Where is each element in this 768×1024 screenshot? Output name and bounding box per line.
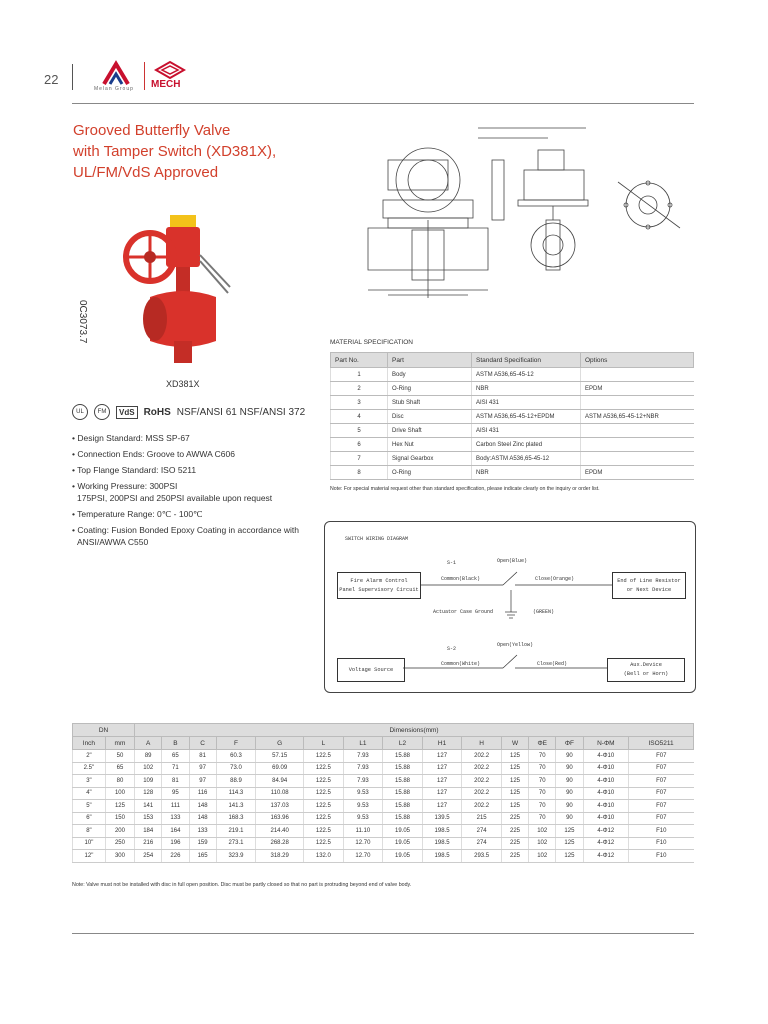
- table-cell: 141: [135, 800, 162, 813]
- table-cell: 163.96: [256, 812, 304, 825]
- table-cell: F07: [629, 787, 694, 800]
- spec-item: • Connection Ends: Groove to AWWA C606: [72, 449, 235, 459]
- column-header: mm: [105, 737, 134, 750]
- table-cell: 15.88: [383, 775, 423, 788]
- table-cell: 6: [331, 438, 388, 452]
- top-rule: [72, 103, 694, 104]
- table-cell: 250: [105, 837, 134, 850]
- close-red-label: Close(Red): [537, 661, 568, 667]
- open-yellow-label: Open(Yellow): [497, 642, 534, 648]
- table-cell: 70: [529, 750, 556, 763]
- table-cell: 90: [556, 800, 583, 813]
- end-of-line-box: [612, 572, 686, 599]
- column-header: Part: [388, 353, 472, 368]
- table-row: [73, 787, 694, 800]
- table-cell: 102: [135, 762, 162, 775]
- table-group-header-row: [73, 724, 694, 737]
- table-cell: F07: [629, 800, 694, 813]
- table-cell: 202.2: [462, 775, 502, 788]
- spec-item: • Working Pressure: 300PSI: [72, 481, 178, 491]
- table-cell: ASTM A536,65-45-12: [472, 368, 581, 382]
- table-cell: 225: [501, 850, 528, 863]
- table-cell: ASTM A536,65-45-12+NBR: [581, 410, 694, 424]
- spec-item: 175PSI, 200PSI and 250PSI available upon request: [77, 493, 273, 503]
- table-cell: 102: [529, 850, 556, 863]
- product-title: [73, 120, 323, 183]
- title-line: UL/FM/VdS Approved: [73, 164, 219, 181]
- table-header-row: [331, 353, 694, 368]
- table-cell: 4": [73, 787, 106, 800]
- table-cell: Hex Nut: [388, 438, 472, 452]
- table-cell: 125: [556, 825, 583, 838]
- table-cell: F10: [629, 850, 694, 863]
- table-cell: 125: [501, 775, 528, 788]
- header-divider: [72, 64, 73, 90]
- table-cell: EPDM: [581, 466, 694, 480]
- table-cell: 4-Φ12: [583, 837, 629, 850]
- table-cell: 219.1: [216, 825, 256, 838]
- table-cell: 15.88: [383, 812, 423, 825]
- table-cell: 57.15: [256, 750, 304, 763]
- table-cell: 81: [189, 750, 216, 763]
- table-cell: NBR: [472, 466, 581, 480]
- table-row: [331, 368, 694, 382]
- table-cell: 5: [331, 424, 388, 438]
- material-spec-label: MATERIAL SPECIFICATION: [330, 339, 413, 346]
- column-header: L2: [383, 737, 423, 750]
- table-cell: 15.88: [383, 800, 423, 813]
- table-cell: 19.05: [383, 850, 423, 863]
- table-cell: 12": [73, 850, 106, 863]
- table-cell: 90: [556, 775, 583, 788]
- table-cell: 100: [105, 787, 134, 800]
- table-row: [331, 438, 694, 452]
- table-cell: 15.88: [383, 787, 423, 800]
- table-cell: 15.88: [383, 750, 423, 763]
- table-cell: AISI 431: [472, 396, 581, 410]
- table-cell: 127: [422, 762, 462, 775]
- spec-item: • Temperature Range: 0℃ - 100℃: [72, 509, 203, 519]
- table-cell: 141.3: [216, 800, 256, 813]
- page-number: 22: [44, 72, 59, 87]
- box-line: or Next Device: [626, 586, 672, 593]
- table-cell: 125: [556, 837, 583, 850]
- table-cell: 11.10: [343, 825, 383, 838]
- table-cell: 125: [501, 787, 528, 800]
- nsf-label: NSF/ANSI 61 NSF/ANSI 372: [176, 406, 306, 418]
- table-cell: 127: [422, 750, 462, 763]
- table-cell: EPDM: [581, 382, 694, 396]
- spec-item: • Design Standard: MSS SP-67: [72, 433, 190, 443]
- table-cell: 114.3: [216, 787, 256, 800]
- table-cell: 7.93: [343, 775, 383, 788]
- table-row: [73, 812, 694, 825]
- bottom-rule: [72, 933, 694, 934]
- table-row: [73, 850, 694, 863]
- table-cell: 4-Φ10: [583, 812, 629, 825]
- voltage-source-box: [337, 658, 405, 682]
- table-cell: 214.40: [256, 825, 304, 838]
- table-cell: 202.2: [462, 787, 502, 800]
- material-note: Note: For special material request other than standard specification, please indicate clearly on the inquiry or order list.: [330, 486, 600, 492]
- table-cell: 95: [162, 787, 189, 800]
- table-cell: 84.94: [256, 775, 304, 788]
- table-cell: 19.05: [383, 837, 423, 850]
- table-row: [73, 837, 694, 850]
- table-cell: NBR: [472, 382, 581, 396]
- column-header: F: [216, 737, 256, 750]
- table-row: [331, 382, 694, 396]
- vds-icon: VdS: [116, 406, 138, 419]
- table-cell: [581, 368, 694, 382]
- table-cell: 225: [501, 812, 528, 825]
- s1-label: S-1: [447, 560, 457, 566]
- table-cell: 226: [162, 850, 189, 863]
- close-orange-label: Close(Orange): [535, 576, 575, 582]
- table-cell: 293.5: [462, 850, 502, 863]
- table-row: [73, 750, 694, 763]
- valve-product-image: [100, 215, 250, 365]
- table-cell: 1: [331, 368, 388, 382]
- table-cell: 69.09: [256, 762, 304, 775]
- table-cell: Disc: [388, 410, 472, 424]
- table-row: [331, 424, 694, 438]
- fire-alarm-panel-box: [337, 572, 421, 599]
- table-cell: 127: [422, 787, 462, 800]
- table-cell: 216: [135, 837, 162, 850]
- column-header: Options: [581, 353, 694, 368]
- table-cell: 5": [73, 800, 106, 813]
- table-cell: 97: [189, 762, 216, 775]
- column-header: W: [501, 737, 528, 750]
- column-header: Inch: [73, 737, 106, 750]
- dimensions-header: Dimensions(mm): [135, 724, 694, 737]
- table-cell: 4-Φ10: [583, 800, 629, 813]
- table-cell: 122.5: [304, 775, 344, 788]
- table-cell: ASTM A536,65-45-12+EPDM: [472, 410, 581, 424]
- table-cell: Body:ASTM A536,65-45-12: [472, 452, 581, 466]
- table-cell: 150: [105, 812, 134, 825]
- table-cell: 215: [462, 812, 502, 825]
- table-cell: 300: [105, 850, 134, 863]
- table-cell: 268.28: [256, 837, 304, 850]
- table-cell: 10": [73, 837, 106, 850]
- table-cell: 198.5: [422, 825, 462, 838]
- green-label: (GREEN): [533, 609, 555, 615]
- spec-item: ANSI/AWWA C550: [77, 537, 149, 547]
- table-cell: 70: [529, 775, 556, 788]
- table-cell: 153: [135, 812, 162, 825]
- table-cell: [581, 396, 694, 410]
- table-cell: 122.5: [304, 800, 344, 813]
- table-header-row: [73, 737, 694, 750]
- table-cell: 70: [529, 812, 556, 825]
- table-cell: 71: [162, 762, 189, 775]
- table-cell: 323.9: [216, 850, 256, 863]
- s2-label: S-2: [447, 646, 457, 652]
- column-header: Part No.: [331, 353, 388, 368]
- table-cell: 9.53: [343, 787, 383, 800]
- column-header: G: [256, 737, 304, 750]
- table-cell: 111: [162, 800, 189, 813]
- table-cell: 70: [529, 800, 556, 813]
- fm-approved-icon: FM: [94, 404, 110, 420]
- column-header: H1: [422, 737, 462, 750]
- spec-item: • Coating: Fusion Bonded Epoxy Coating in accordance with: [72, 525, 299, 535]
- table-cell: 125: [501, 750, 528, 763]
- table-cell: 202.2: [462, 750, 502, 763]
- table-cell: 65: [105, 762, 134, 775]
- table-row: [73, 825, 694, 838]
- table-cell: 127: [422, 775, 462, 788]
- table-cell: 4-Φ12: [583, 825, 629, 838]
- table-cell: 81: [162, 775, 189, 788]
- table-cell: 65: [162, 750, 189, 763]
- table-cell: 225: [501, 825, 528, 838]
- table-cell: 89: [135, 750, 162, 763]
- table-cell: 3": [73, 775, 106, 788]
- table-row: [73, 800, 694, 813]
- mech-logo-icon: [150, 60, 190, 80]
- table-cell: 184: [135, 825, 162, 838]
- table-cell: 12.70: [343, 850, 383, 863]
- table-cell: 148: [189, 800, 216, 813]
- certifications-row: [72, 402, 305, 422]
- column-header: N-ΦM: [583, 737, 629, 750]
- table-cell: 8: [331, 466, 388, 480]
- table-cell: 198.5: [422, 837, 462, 850]
- table-cell: 7.93: [343, 750, 383, 763]
- table-cell: 168.3: [216, 812, 256, 825]
- table-cell: 202.2: [462, 762, 502, 775]
- rohs-label: RoHS: [143, 406, 171, 418]
- table-cell: 90: [556, 762, 583, 775]
- dn-header: DN: [73, 724, 135, 737]
- box-line: Fire Alarm Control: [350, 577, 408, 584]
- table-cell: 50: [105, 750, 134, 763]
- column-header: C: [189, 737, 216, 750]
- table-cell: 97: [189, 775, 216, 788]
- table-cell: 125: [556, 850, 583, 863]
- box-line: (Bell or Horn): [623, 671, 669, 677]
- table-cell: 90: [556, 812, 583, 825]
- table-cell: 4-Φ10: [583, 762, 629, 775]
- table-cell: 125: [501, 762, 528, 775]
- spec-list: [72, 432, 322, 552]
- table-cell: F07: [629, 750, 694, 763]
- table-cell: Carbon Steel Zinc plated: [472, 438, 581, 452]
- table-cell: 274: [462, 837, 502, 850]
- table-cell: 110.08: [256, 787, 304, 800]
- column-header: A: [135, 737, 162, 750]
- table-cell: 225: [501, 837, 528, 850]
- table-cell: 132.0: [304, 850, 344, 863]
- table-cell: 4-Φ10: [583, 787, 629, 800]
- table-cell: 80: [105, 775, 134, 788]
- column-header: L1: [343, 737, 383, 750]
- table-cell: F07: [629, 775, 694, 788]
- table-cell: 4-Φ10: [583, 775, 629, 788]
- table-cell: 125: [105, 800, 134, 813]
- table-cell: F10: [629, 825, 694, 838]
- table-cell: 4-Φ12: [583, 850, 629, 863]
- table-row: [73, 775, 694, 788]
- table-cell: 127: [422, 800, 462, 813]
- table-cell: 273.1: [216, 837, 256, 850]
- technical-drawing: [328, 120, 694, 330]
- column-header: ΦE: [529, 737, 556, 750]
- table-cell: 202.2: [462, 800, 502, 813]
- table-cell: 148: [189, 812, 216, 825]
- table-cell: 7.93: [343, 762, 383, 775]
- company-logo-text: Melan Group: [94, 86, 134, 92]
- table-cell: 4: [331, 410, 388, 424]
- table-cell: 198.5: [422, 850, 462, 863]
- table-row: [331, 410, 694, 424]
- table-cell: [581, 424, 694, 438]
- logo-separator: [144, 62, 145, 90]
- table-cell: Stub Shaft: [388, 396, 472, 410]
- open-blue-label: Open(Blue): [497, 558, 528, 564]
- table-cell: 109: [135, 775, 162, 788]
- table-cell: 139.5: [422, 812, 462, 825]
- table-cell: 122.5: [304, 812, 344, 825]
- table-cell: 125: [501, 800, 528, 813]
- table-cell: 122.5: [304, 750, 344, 763]
- column-header: ISO5211: [629, 737, 694, 750]
- table-cell: 7: [331, 452, 388, 466]
- table-cell: F07: [629, 762, 694, 775]
- table-cell: 318.29: [256, 850, 304, 863]
- table-cell: 15.88: [383, 762, 423, 775]
- table-cell: 2": [73, 750, 106, 763]
- table-row: [331, 466, 694, 480]
- table-cell: O-Ring: [388, 382, 472, 396]
- column-header: L: [304, 737, 344, 750]
- column-header: B: [162, 737, 189, 750]
- table-cell: 70: [529, 762, 556, 775]
- table-cell: Signal Gearbox: [388, 452, 472, 466]
- table-cell: 122.5: [304, 825, 344, 838]
- table-cell: 6": [73, 812, 106, 825]
- title-line: Grooved Butterfly Valve: [73, 122, 231, 139]
- column-header: H: [462, 737, 502, 750]
- table-cell: 122.5: [304, 787, 344, 800]
- table-cell: [581, 452, 694, 466]
- table-cell: 8": [73, 825, 106, 838]
- column-header: ΦF: [556, 737, 583, 750]
- common-white-label: Common(White): [441, 661, 481, 667]
- column-header: Standard Specification: [472, 353, 581, 368]
- ground-label: Actuator Case Ground: [433, 609, 494, 615]
- table-cell: 164: [162, 825, 189, 838]
- table-cell: 19.05: [383, 825, 423, 838]
- table-cell: F07: [629, 812, 694, 825]
- table-cell: 73.0: [216, 762, 256, 775]
- table-cell: 60.3: [216, 750, 256, 763]
- table-cell: 133: [189, 825, 216, 838]
- table-cell: 90: [556, 787, 583, 800]
- table-cell: 2.5": [73, 762, 106, 775]
- table-cell: 102: [529, 825, 556, 838]
- table-cell: Body: [388, 368, 472, 382]
- mech-logo-text: MECH: [151, 79, 181, 90]
- table-cell: 274: [462, 825, 502, 838]
- table-cell: O-Ring: [388, 466, 472, 480]
- product-model: XD381X: [166, 379, 200, 389]
- spec-item: • Top Flange Standard: ISO 5211: [72, 465, 197, 475]
- table-cell: 196: [162, 837, 189, 850]
- table-cell: 102: [529, 837, 556, 850]
- table-cell: 200: [105, 825, 134, 838]
- title-line: with Tamper Switch (XD381X),: [73, 143, 277, 160]
- box-line: Panel Supervisory Circuit: [339, 586, 419, 593]
- common-black-label: Common(Black): [441, 576, 481, 582]
- table-cell: 122.5: [304, 837, 344, 850]
- wiring-title: SWITCH WIRING DIAGRAM: [345, 536, 409, 542]
- table-cell: 159: [189, 837, 216, 850]
- table-cell: 12.70: [343, 837, 383, 850]
- table-cell: 3: [331, 396, 388, 410]
- table-cell: 137.03: [256, 800, 304, 813]
- box-line: End of Line Resistor: [617, 577, 681, 584]
- table-row: [331, 452, 694, 466]
- table-cell: 70: [529, 787, 556, 800]
- dimensions-table: [72, 723, 694, 863]
- table-cell: 88.9: [216, 775, 256, 788]
- table-cell: [581, 438, 694, 452]
- table-cell: AISI 431: [472, 424, 581, 438]
- ul-listed-icon: UL: [72, 404, 88, 420]
- material-spec-table: [330, 352, 694, 480]
- table-cell: 254: [135, 850, 162, 863]
- aux-device-box: [607, 658, 685, 682]
- table-cell: 133: [162, 812, 189, 825]
- table-cell: 128: [135, 787, 162, 800]
- table-cell: 165: [189, 850, 216, 863]
- table-cell: F10: [629, 837, 694, 850]
- table-cell: 122.5: [304, 762, 344, 775]
- table-row: [73, 762, 694, 775]
- table-cell: 4-Φ10: [583, 750, 629, 763]
- table-cell: 9.53: [343, 800, 383, 813]
- dimensions-note: Note: Valve must not be installed with disc in full open position. Disc must be partly closed so that no part is protruding beyond end of valve body.: [72, 882, 412, 888]
- product-code: 0C3073.7: [77, 300, 88, 344]
- switch-wiring-diagram: [324, 521, 696, 693]
- table-cell: Drive Shaft: [388, 424, 472, 438]
- box-line: Aux.Device: [630, 662, 662, 668]
- table-cell: 9.53: [343, 812, 383, 825]
- table-cell: 2: [331, 382, 388, 396]
- table-row: [331, 396, 694, 410]
- table-cell: 90: [556, 750, 583, 763]
- box-line: Voltage Source: [348, 666, 394, 673]
- table-cell: 116: [189, 787, 216, 800]
